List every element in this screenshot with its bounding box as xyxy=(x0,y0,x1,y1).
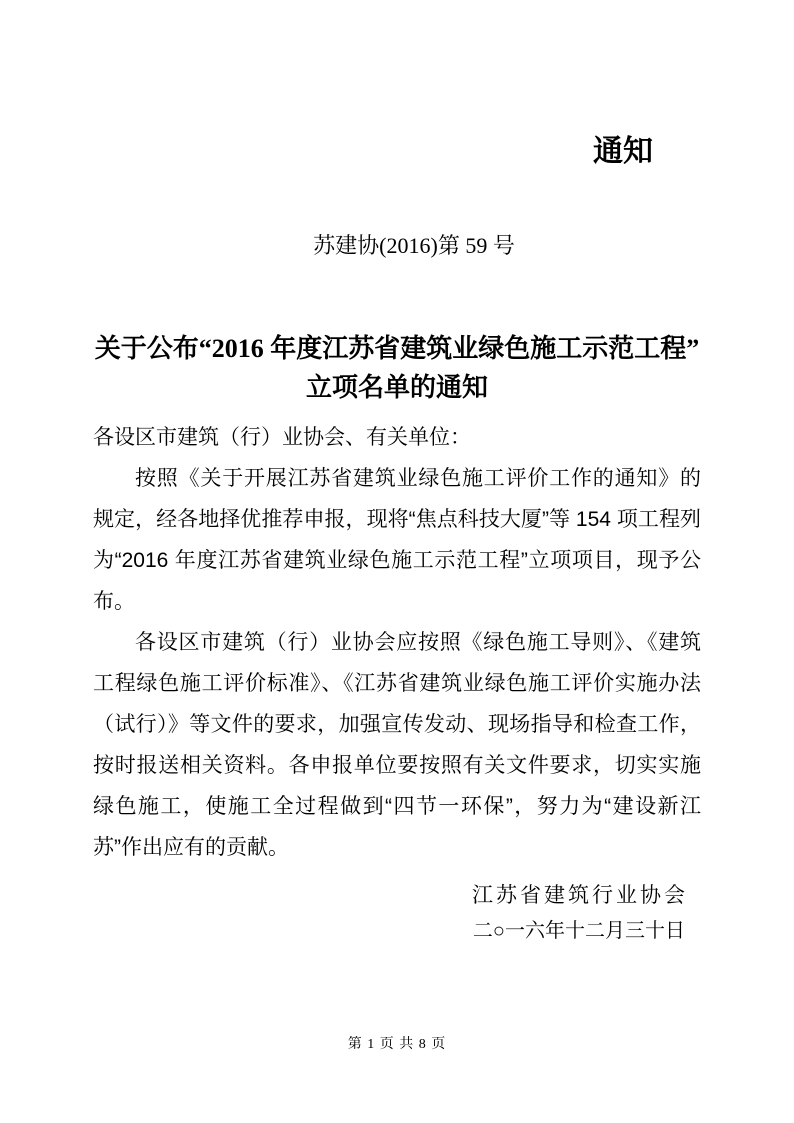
page-number-indicator: 第 1 页 共 8 页 xyxy=(347,1037,447,1052)
document-number: 苏建协(2016)第 59 号 xyxy=(313,233,515,258)
signature-date: 二○一六年十二月三十日 xyxy=(472,919,685,942)
paragraph-1: 按照《关于开展江苏省建筑业绿色施工评价工作的通知》的规定，经各地择优推荐申报，现将“焦点科技大厦”等 154 项工程列为“2016 年度江苏省建筑业绿色施工示范工程”立项项目，现予公布。 xyxy=(93,467,701,613)
signature-organization: 江苏省建筑行业协会 xyxy=(472,884,688,907)
signature-block xyxy=(93,879,688,948)
salutation: 各设区市建筑（行）业协会、有关单位： xyxy=(93,426,471,449)
document-title-line2: 立项名单的通知 xyxy=(305,373,488,402)
notice-heading: 通知 xyxy=(593,135,653,168)
document-body xyxy=(93,417,701,868)
document-title-line1: 关于公布“2016 年度江苏省建筑业绿色施工示范工程” xyxy=(94,334,700,363)
document-title xyxy=(93,329,701,407)
paragraph-2: 各设区市建筑（行）业协会应按照《绿色施工导则》、《建筑工程绿色施工评价标准》、《江苏省建筑业绿色施工评价实施办法（试行）》等文件的要求，加强宣传发动、现场指导和检查工作，按时报送相关资料。各申报单位要按照有关文件要求，切实实施绿色施工，使施工全过程做到“四节一环保”，努力为“建设新江苏”作出应有的贡献。 xyxy=(93,631,701,859)
